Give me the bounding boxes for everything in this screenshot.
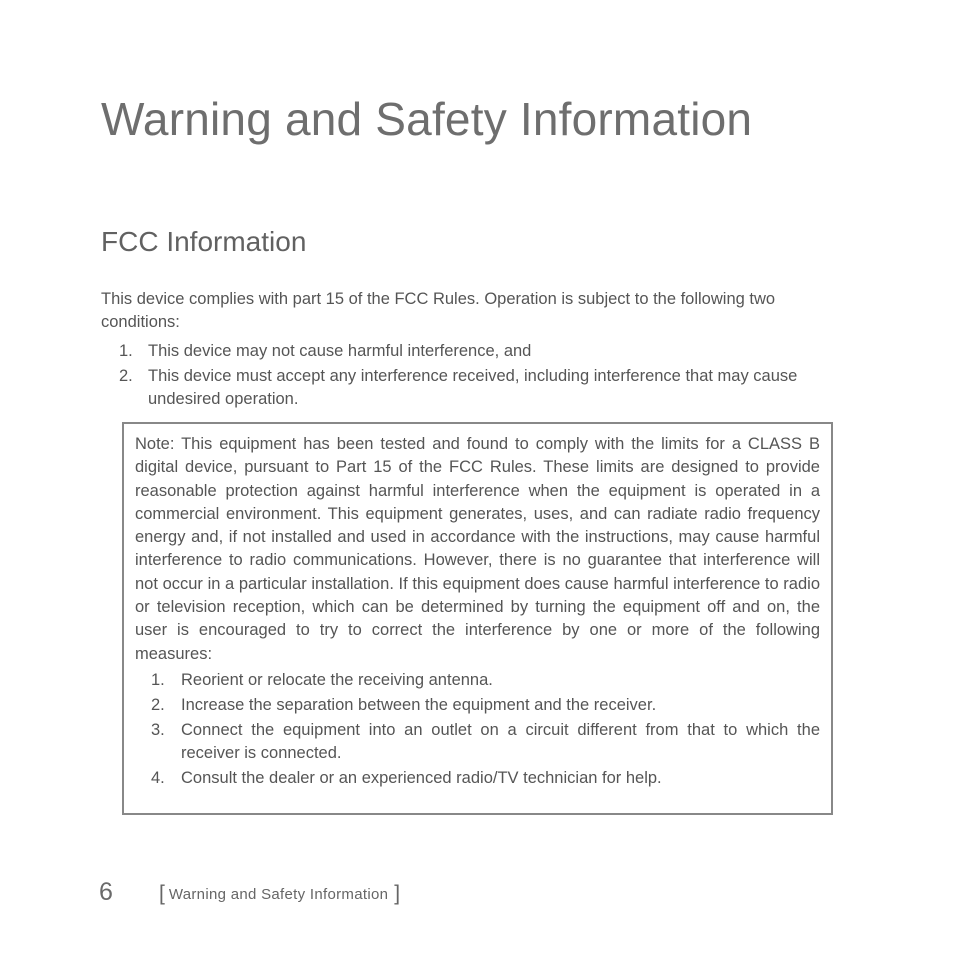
intro-paragraph: This device complies with part 15 of the FCC Rules. Operation is subject to the following two conditions: <box>101 290 776 331</box>
list-number: 1. <box>119 342 133 360</box>
list-item <box>135 694 820 717</box>
footer-label: Warning and Safety Information <box>168 886 389 903</box>
list-item-text: Consult the dealer or an experienced radio/TV technician for help. <box>181 768 662 787</box>
footer-running-title <box>159 881 400 905</box>
list-item-text: This device must accept any interference received, including interference that may cause undesired operation. <box>148 367 798 408</box>
list-number: 3. <box>151 720 165 739</box>
page-number: 6 <box>99 878 113 906</box>
list-number: 2. <box>151 695 165 714</box>
measures-list <box>135 669 820 790</box>
note-box <box>122 422 833 815</box>
list-item <box>135 669 820 692</box>
list-item <box>101 340 853 363</box>
list-item <box>101 365 853 411</box>
list-item-text: This device may not cause harmful interference, and <box>148 342 532 360</box>
close-bracket: ] <box>394 882 401 905</box>
page-title: Warning and Safety Information <box>101 93 753 145</box>
open-bracket: [ <box>159 882 165 905</box>
note-paragraph: Note: This equipment has been tested and found to comply with the limits for a CLASS B digital device, pursuant to Part 15 of the FCC Rules. These limits are designed to provide reasonable protection against harmful interference when the equipment is operated in a commercial environment. This equipment generates, uses, and can radiate radio frequency energy and, if not installed and used in accordance with the instructions, may cause harmful interference to radio communications. However, there is no guarantee that interference will not occur in a particular installation. If this equipment does cause harmful interference to radio or television reception, which can be determined by turning the equipment off and on, the user is encouraged to try to correct the interference by one or more of the following measures: <box>135 435 820 663</box>
list-number: 4. <box>151 768 165 787</box>
list-item-text: Connect the equipment into an outlet on a circuit different from that to which the receiver is connected. <box>181 720 820 762</box>
list-item <box>135 767 820 790</box>
list-number: 1. <box>151 670 165 689</box>
section-heading-fcc: FCC Information <box>101 226 307 257</box>
list-item-text: Reorient or relocate the receiving antenna. <box>181 670 493 689</box>
list-item-text: Increase the separation between the equipment and the receiver. <box>181 695 657 714</box>
list-number: 2. <box>119 367 133 385</box>
list-item <box>135 719 820 766</box>
conditions-list <box>101 340 853 413</box>
